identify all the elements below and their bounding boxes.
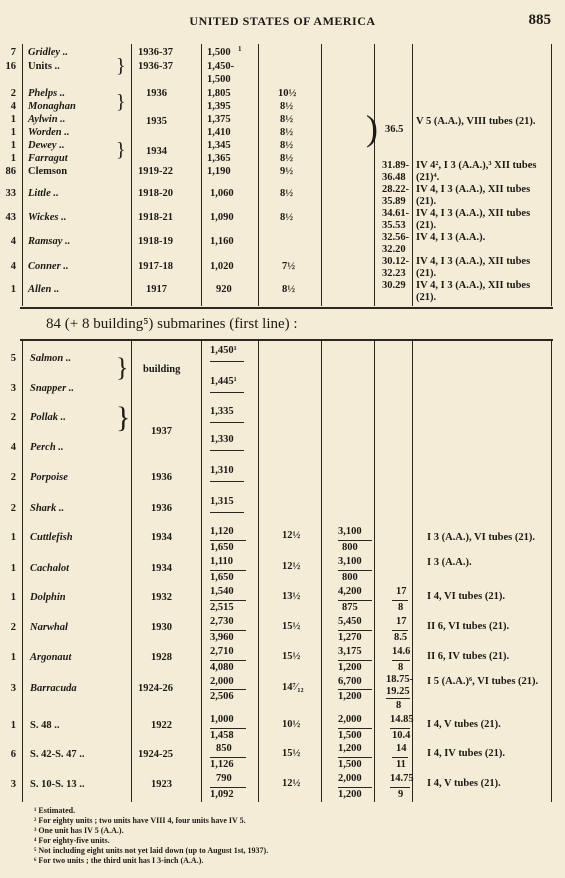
section-rule	[20, 307, 553, 309]
draught: 14⁷⁄₁₂	[282, 682, 304, 693]
draught: 8½	[280, 212, 294, 223]
ship-name: Dolphin	[30, 592, 66, 603]
fraction-rule	[390, 728, 410, 729]
fraction-rule	[210, 392, 244, 393]
fraction-rule	[338, 787, 372, 788]
ship-name: Worden ..	[28, 127, 70, 138]
draught: 8½	[280, 101, 294, 112]
table-cell: 4	[10, 101, 16, 112]
year: 1930	[151, 622, 172, 633]
draught: 15½	[282, 748, 301, 759]
armament: I 5 (A.A.)⁶, VI tubes (21).	[427, 676, 539, 687]
tonnage: 790	[216, 773, 232, 784]
armament: IV 4, I 3 (A.A.).	[416, 232, 486, 243]
range-submerged: 1,200	[338, 789, 362, 800]
range: 3,175	[338, 646, 362, 657]
fraction-rule	[210, 570, 246, 571]
armament: IV 4, I 3 (A.A.), XII tubes (21).	[416, 208, 531, 231]
ship-name: S. 10-S. 13 ..	[30, 779, 85, 790]
draught: 10½	[278, 88, 297, 99]
armament: IV 4, I 3 (A.A.), XII tubes (21).	[416, 184, 531, 207]
brace-glyph: }	[116, 353, 129, 382]
tonnage: 1,090	[210, 212, 234, 223]
tonnage-submerged: 2,515	[210, 602, 234, 613]
fraction-rule	[210, 787, 246, 788]
speed-submerged: 10.4	[392, 730, 411, 741]
speed: 14.85	[390, 714, 414, 725]
speed-continued: 19.25	[386, 686, 410, 697]
draught: 12½	[282, 561, 301, 572]
speed-submerged: 8.5	[394, 632, 408, 643]
table-cell: 1	[10, 652, 16, 663]
rule	[374, 340, 375, 802]
rule	[258, 340, 259, 802]
brace-glyph: }	[116, 55, 126, 77]
armament: V 5 (A.A.), VIII tubes (21).	[416, 116, 536, 127]
speed: 14.75	[390, 773, 414, 784]
fraction-rule	[338, 689, 372, 690]
speed: 28.22-35.89	[382, 184, 410, 207]
table-cell: 1	[10, 140, 16, 151]
speed: 30.29	[382, 280, 406, 291]
ship-name: Clemson	[28, 166, 68, 177]
fraction-rule	[210, 481, 244, 482]
table-cell: 1	[10, 720, 16, 731]
table-cell: 43	[5, 212, 16, 223]
armament: IV 4, I 3 (A.A.), XII tubes (21).	[416, 280, 531, 303]
range-submerged: 1,500	[338, 730, 362, 741]
ship-name: Perch ..	[30, 442, 64, 453]
range-submerged: 1,270	[338, 632, 362, 643]
speed: 17	[396, 616, 407, 627]
tonnage: 1,805	[207, 88, 231, 99]
page-title: UNITED STATES OF AMERICA	[189, 14, 376, 28]
range-submerged: 1,200	[338, 691, 362, 702]
tonnage: 2,710	[210, 646, 234, 657]
table-cell: 7	[10, 47, 16, 58]
rule	[412, 340, 413, 802]
armament: II 6, IV tubes (21).	[427, 651, 510, 662]
year: 1922	[151, 720, 172, 731]
tonnage: 1,450¹	[210, 345, 237, 356]
page-header	[0, 12, 565, 32]
tonnage: 1,345	[207, 140, 231, 151]
footnote: ⁵ Not including eight units not yet laid down (up to August 1st, 1937).	[34, 846, 269, 855]
tonnage: 1,445¹	[210, 376, 237, 387]
year: 1924-26	[138, 683, 173, 694]
year: 1936-37	[138, 61, 173, 72]
fraction-rule	[210, 450, 244, 451]
armament: IV 4, I 3 (A.A.), XII tubes (21).	[416, 256, 531, 279]
armament: II 6, VI tubes (21).	[427, 621, 510, 632]
range: 5,450	[338, 616, 362, 627]
speed: 36.5	[385, 124, 404, 135]
ship-name: Shark ..	[30, 503, 65, 514]
section-rule	[20, 339, 553, 341]
year: 1932	[151, 592, 172, 603]
table-cell: 86	[5, 166, 16, 177]
draught: 13½	[282, 591, 301, 602]
table-cell: 1	[10, 114, 16, 125]
tonnage: 1,500	[207, 74, 231, 85]
table-cell: 2	[10, 88, 16, 99]
armament: I 3 (A.A.).	[427, 557, 472, 568]
ship-name: Gridley ..	[28, 47, 68, 58]
tonnage: 1,160	[210, 236, 234, 247]
rule	[22, 340, 23, 802]
ship-name: Farragut	[28, 153, 68, 164]
ship-name: Cuttlefish	[30, 532, 73, 543]
footnote: ² For eighty units ; two units have VIII 4, four units have IV 5.	[34, 816, 246, 825]
footnote: ⁴ For eighty-five units.	[34, 836, 110, 845]
fraction-rule	[338, 630, 372, 631]
section-heading: 84 (+ 8 building⁵) submarines (first line) :	[46, 316, 298, 332]
table-cell: 1	[10, 532, 16, 543]
range: 2,000	[338, 714, 362, 725]
brace-glyph: }	[116, 91, 126, 113]
year: 1928	[151, 652, 172, 663]
table-cell: 6	[10, 749, 16, 760]
year: 1924-25	[138, 749, 173, 760]
speed: 30.12-32.23	[382, 256, 410, 279]
speed-submerged: 11	[396, 759, 406, 770]
year: 1923	[151, 779, 172, 790]
draught: 10½	[282, 719, 301, 730]
tonnage-submerged: 1,092	[210, 789, 234, 800]
ship-name: Argonaut	[30, 652, 72, 663]
table-cell: 33	[5, 188, 16, 199]
fraction-rule	[338, 570, 372, 571]
range-submerged: 1,200	[338, 662, 362, 673]
ship-name: Cachalot	[30, 563, 70, 574]
ship-name: Little ..	[28, 188, 59, 199]
fraction-rule	[210, 600, 246, 601]
tonnage: 1,060	[210, 188, 234, 199]
fraction-rule	[390, 787, 410, 788]
tonnage-submerged: 1,126	[210, 759, 234, 770]
fraction-rule	[386, 698, 410, 699]
speed-submerged: 9	[398, 789, 404, 800]
ship-name: Units ..	[28, 61, 60, 72]
year: 1918-20	[138, 188, 173, 199]
armament: IV 4², I 3 (A.A.),³ XII tubes (21)⁴.	[416, 160, 537, 183]
year: 1934	[151, 532, 172, 543]
year: 1936	[151, 503, 172, 514]
brace-glyph: }	[116, 139, 126, 161]
range: 1,200	[338, 743, 362, 754]
year: 1918-19	[138, 236, 173, 247]
tonnage: 1,110	[210, 556, 234, 567]
fraction-rule	[338, 660, 372, 661]
tonnage: 1,190	[207, 166, 231, 177]
rule	[131, 44, 132, 306]
ship-name: S. 48 ..	[30, 720, 60, 731]
tonnage: 850	[216, 743, 232, 754]
tonnage-submerged: 1,650	[210, 572, 234, 583]
range: 3,100	[338, 556, 362, 567]
table-cell: 1	[10, 592, 16, 603]
range-submerged: 875	[342, 602, 358, 613]
fraction-rule	[392, 630, 408, 631]
speed: 31.89-36.48	[382, 160, 410, 183]
table-cell: 2	[10, 472, 16, 483]
tonnage: 1,395	[207, 101, 231, 112]
year: 1918-21	[138, 212, 173, 223]
draught: 8½	[282, 284, 296, 295]
fraction-rule	[210, 361, 244, 362]
tonnage-submerged: 1,458	[210, 730, 234, 741]
tonnage: 1,120	[210, 526, 234, 537]
range-submerged: 800	[342, 572, 358, 583]
rule	[412, 44, 413, 306]
draught: 7½	[282, 261, 296, 272]
year: 1936	[151, 472, 172, 483]
ship-name: Pollak ..	[30, 412, 66, 423]
range: 2,000	[338, 773, 362, 784]
year: building	[143, 364, 181, 375]
footnote: ³ One unit has IV 5 (A.A.).	[34, 826, 124, 835]
table-cell: 1	[10, 563, 16, 574]
tonnage: 1,330	[210, 434, 234, 445]
armament: I 4, V tubes (21).	[427, 778, 501, 789]
speed: 32.56-32.20	[382, 232, 410, 255]
ship-name: Aylwin ..	[28, 114, 66, 125]
fraction-rule	[210, 689, 246, 690]
draught: 12½	[282, 778, 301, 789]
speed: 18.75-	[386, 674, 414, 685]
tonnage-submerged: 3,960	[210, 632, 234, 643]
tonnage: 1,020	[210, 261, 234, 272]
range: 3,100	[338, 526, 362, 537]
footnote: ⁶ For two units ; the third unit has I 3-inch (A.A.).	[34, 856, 204, 865]
draught: 8½	[280, 140, 294, 151]
range: 6,700	[338, 676, 362, 687]
year: 1935	[146, 116, 167, 127]
ship-name: Narwhal	[30, 622, 68, 633]
tonnage: 1,335	[210, 406, 234, 417]
year: 1936-37	[138, 47, 173, 58]
tonnage-submerged: 1,650	[210, 542, 234, 553]
year: 1919-22	[138, 166, 173, 177]
table-cell: 4	[10, 261, 16, 272]
year: 1937	[151, 426, 172, 437]
draught: 12½	[282, 530, 301, 541]
table-cell: 3	[10, 683, 16, 694]
rule	[551, 340, 552, 802]
draught: 8½	[280, 127, 294, 138]
footnote: ¹ Estimated.	[34, 806, 76, 815]
tonnage-submerged: 2,506	[210, 691, 234, 702]
rule	[321, 44, 322, 306]
year: 1917-18	[138, 261, 173, 272]
page-number: 885	[528, 12, 551, 28]
rule	[201, 340, 202, 802]
speed: 14.6	[392, 646, 411, 657]
armament: I 4, V tubes (21).	[427, 719, 501, 730]
tonnage: 1,315	[210, 496, 234, 507]
fraction-rule	[392, 660, 410, 661]
draught: 15½	[282, 651, 301, 662]
table-cell: 2	[10, 412, 16, 423]
draught: 8½	[280, 188, 294, 199]
fraction-rule	[392, 600, 408, 601]
table-cell: 1	[10, 127, 16, 138]
brace-glyph: )	[366, 108, 378, 148]
ship-name: Phelps ..	[28, 88, 66, 99]
speed: 17	[396, 586, 407, 597]
tonnage: 920	[216, 284, 232, 295]
fraction-rule	[210, 540, 246, 541]
table-cell: 5	[10, 353, 16, 364]
fraction-rule	[210, 512, 244, 513]
rule	[258, 44, 259, 306]
table-cell: 2	[10, 622, 16, 633]
tonnage: 1,410	[207, 127, 231, 138]
rule	[321, 340, 322, 802]
tonnage: 2,730	[210, 616, 234, 627]
draught: 15½	[282, 621, 301, 632]
tonnage: 1,375	[207, 114, 231, 125]
fraction-rule	[210, 728, 246, 729]
year: 1917	[146, 284, 167, 295]
table-cell: 1	[10, 153, 16, 164]
ship-name: Barracuda	[30, 683, 77, 694]
tonnage: 1,310	[210, 465, 234, 476]
ship-name: Wickes ..	[28, 212, 67, 223]
speed-submerged: 8	[398, 602, 404, 613]
ship-name: S. 42-S. 47 ..	[30, 749, 85, 760]
rule	[22, 44, 23, 306]
ship-name: Salmon ..	[30, 353, 72, 364]
speed: 14	[396, 743, 407, 754]
range: 4,200	[338, 586, 362, 597]
year: 1936	[146, 88, 167, 99]
ship-name: Dewey ..	[28, 140, 65, 151]
year: 1934	[151, 563, 172, 574]
range-submerged: 800	[342, 542, 358, 553]
table-cell: 2	[10, 503, 16, 514]
table-cell: 4	[10, 236, 16, 247]
fraction-rule	[338, 600, 372, 601]
fraction-rule	[210, 630, 246, 631]
tonnage: 1,365	[207, 153, 231, 164]
rule	[131, 340, 132, 802]
ship-name: Ramsay ..	[28, 236, 71, 247]
brace-glyph: }	[116, 401, 131, 434]
armament: I 3 (A.A.), VI tubes (21).	[427, 532, 536, 543]
fraction-rule	[392, 757, 408, 758]
table-cell: 1	[10, 284, 16, 295]
table-cell: 3	[10, 779, 16, 790]
table-cell: 3	[10, 383, 16, 394]
armament: I 4, IV tubes (21).	[427, 748, 505, 759]
ship-name: Conner ..	[28, 261, 69, 272]
draught: 8½	[280, 114, 294, 125]
ship-name: Monaghan	[28, 101, 76, 112]
fraction-rule	[210, 422, 244, 423]
fraction-rule	[338, 540, 372, 541]
rule	[374, 44, 375, 306]
draught: 9½	[280, 166, 294, 177]
tonnage: 2,000	[210, 676, 234, 687]
speed-submerged: 8	[396, 700, 402, 711]
ship-name: Snapper ..	[30, 383, 75, 394]
armament: I 4, VI tubes (21).	[427, 591, 505, 602]
footnote-mark: 1	[238, 45, 242, 53]
tonnage: 1,540	[210, 586, 234, 597]
year: 1934	[146, 146, 167, 157]
table-cell: 16	[5, 61, 16, 72]
tonnage: 1,500	[207, 47, 231, 58]
fraction-rule	[338, 728, 372, 729]
range-submerged: 1,500	[338, 759, 362, 770]
ship-name: Porpoise	[30, 472, 68, 483]
tonnage: 1,450-	[207, 61, 235, 72]
rule	[201, 44, 202, 306]
tonnage: 1,000	[210, 714, 234, 725]
speed-submerged: 8	[398, 662, 404, 673]
draught: 8½	[280, 153, 294, 164]
fraction-rule	[338, 757, 372, 758]
table-cell: 4	[10, 442, 16, 453]
fraction-rule	[210, 660, 246, 661]
tonnage-submerged: 4,080	[210, 662, 234, 673]
fraction-rule	[210, 757, 246, 758]
ship-name: Allen ..	[28, 284, 60, 295]
speed: 34.61-35.53	[382, 208, 410, 231]
